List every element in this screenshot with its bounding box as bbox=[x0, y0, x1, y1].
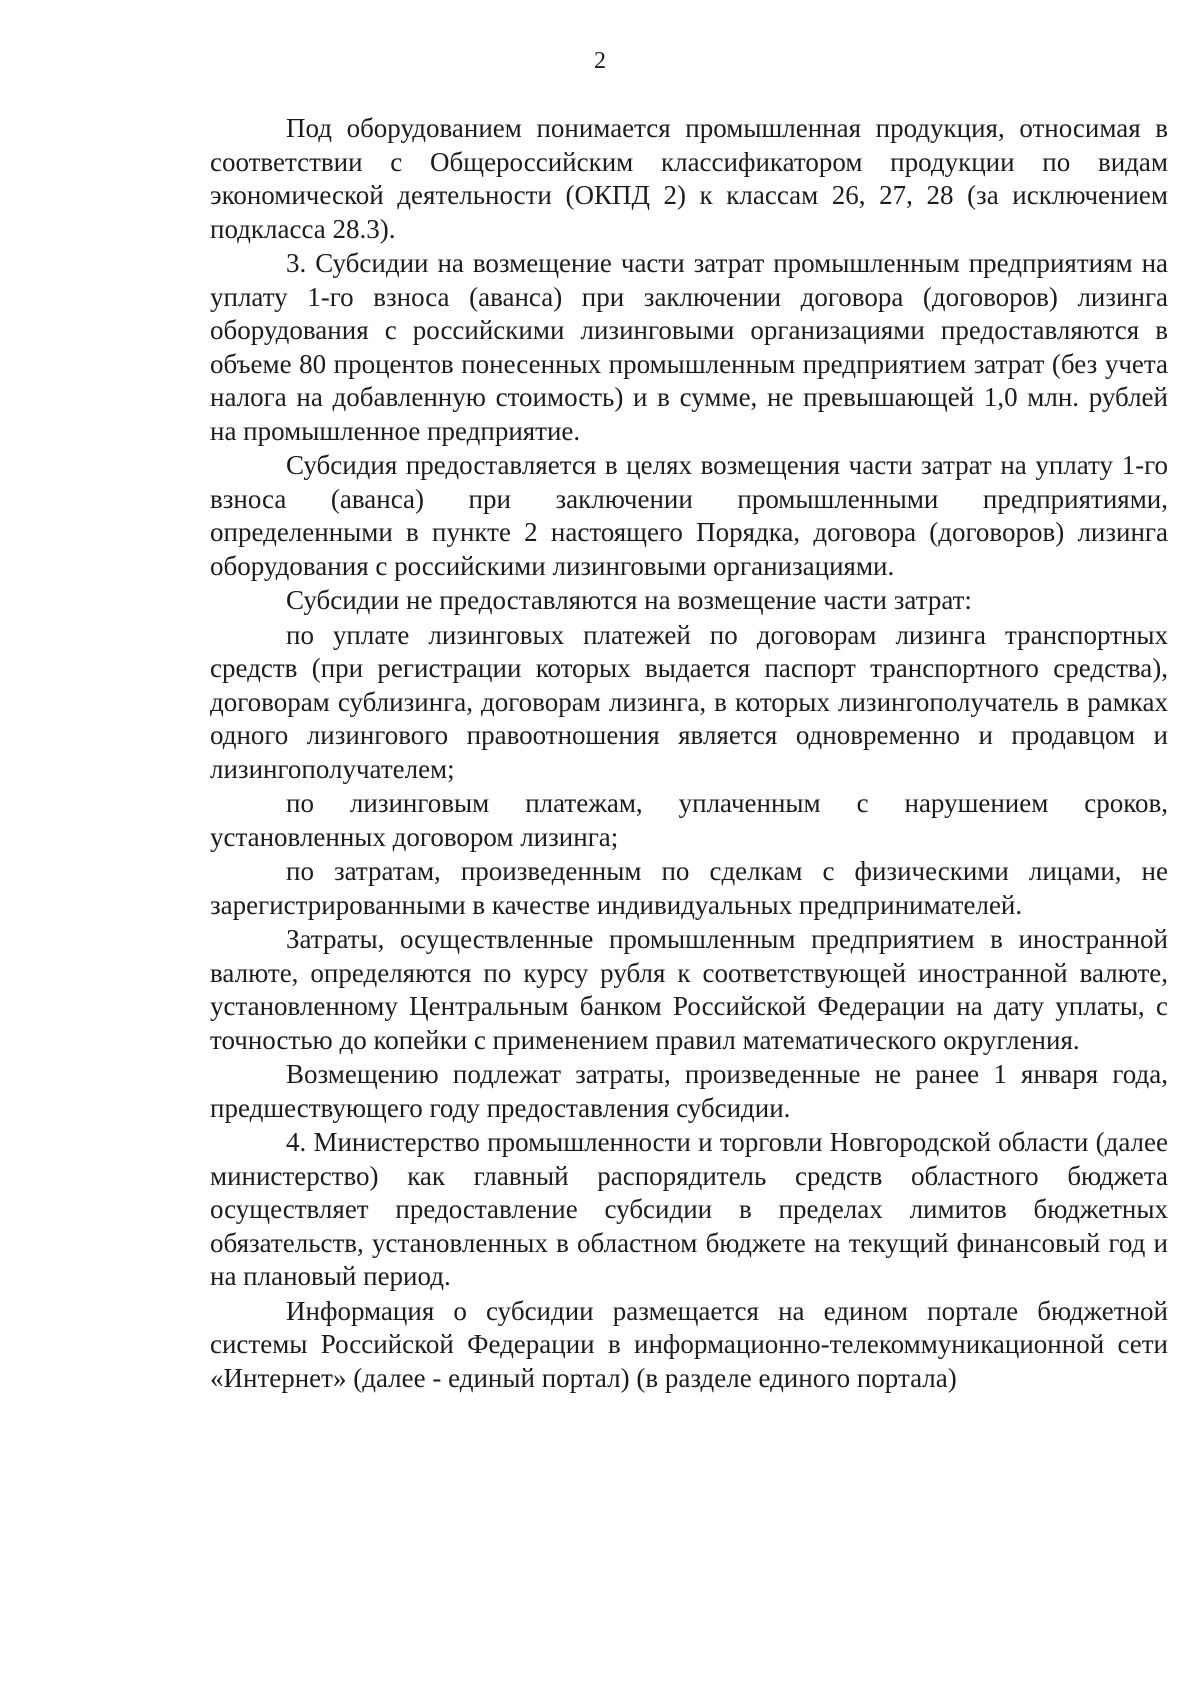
page-number: 2 bbox=[594, 48, 606, 74]
paragraph-foreign-currency: Затраты, осуществленные промышленным предприятием в иностранной валюте, определяются по курсу рубля к соответствующей иностранной валюте, установленному Центральным банком Российской Федерации на дату уплаты, с точностью до копейки с применением правил математического округления. bbox=[210, 924, 1168, 1055]
paragraph-exclusions-intro: Субсидии не предоставляются на возмещение части затрат: bbox=[286, 585, 972, 615]
paragraph-exclusion-individuals: по затратам, произведенным по сделкам с физическими лицами, не зарегистрированными в качестве индивидуальных предпринимателей. bbox=[210, 856, 1168, 920]
document-body bbox=[210, 112, 1168, 1395]
paragraph-equipment-definition: Под оборудованием понимается промышленная продукция, относимая в соответствии с Общероссийским классификатором продукции по видам экономической деятельности (ОКПД 2) к классам 26, 27, 28 (за исключением подкласса 28.3). bbox=[210, 113, 1168, 244]
paragraph-exclusion-late-payments: по лизинговым платежам, уплаченным с нарушением сроков, установленных договором лизинга; bbox=[210, 788, 1168, 852]
paragraph-portal-info: Информация о субсидии размещается на едином портале бюджетной системы Российской Федерации в информационно-телекоммуникационной сети «Интернет» (далее - единый портал) (в разделе единого портала) bbox=[210, 1295, 1168, 1393]
paragraph-exclusion-vehicles: по уплате лизинговых платежей по договорам лизинга транспортных средств (при регистрации которых выдается паспорт транспортного средства), договорам сублизинга, договорам лизинга, в которых лизингополучатель в рамках одного лизингового правоотношения является одновременно и продавцом и лизингополучателем; bbox=[210, 619, 1168, 784]
paragraph-subsidy-purpose: Субсидия предоставляется в целях возмещения части затрат на уплату 1-го взноса (аванса) при заключении промышленными предприятиями, определенными в пункте 2 настоящего Порядка, договора (договоров) лизинга оборудования с российскими лизинговыми организациями. bbox=[210, 450, 1168, 581]
paragraph-clause-3: 3. Субсидии на возмещение части затрат промышленным предприятиям на уплату 1-го взноса (аванса) при заключении договора (договоров) лизинга оборудования с российскими лизинговыми организациями предоставляются в объеме 80 процентов понесенных промышленным предприятием затрат (без учета налога на добавленную стоимость) и в сумме, не превышающей 1,0 млн. рублей на промышленное предприятие. bbox=[210, 248, 1168, 446]
paragraph-clause-4: 4. Министерство промышленности и торговли Новгородской области (далее министерство) как главный распорядитель средств областного бюджета осуществляет предоставление субсидии в пределах лимитов бюджетных обязательств, установленных в областном бюджете на текущий финансовый год и на плановый период. bbox=[210, 1127, 1168, 1291]
paragraph-eligible-period: Возмещению подлежат затраты, произведенные не ранее 1 января года, предшествующего году предоставления субсидии. bbox=[210, 1059, 1168, 1123]
